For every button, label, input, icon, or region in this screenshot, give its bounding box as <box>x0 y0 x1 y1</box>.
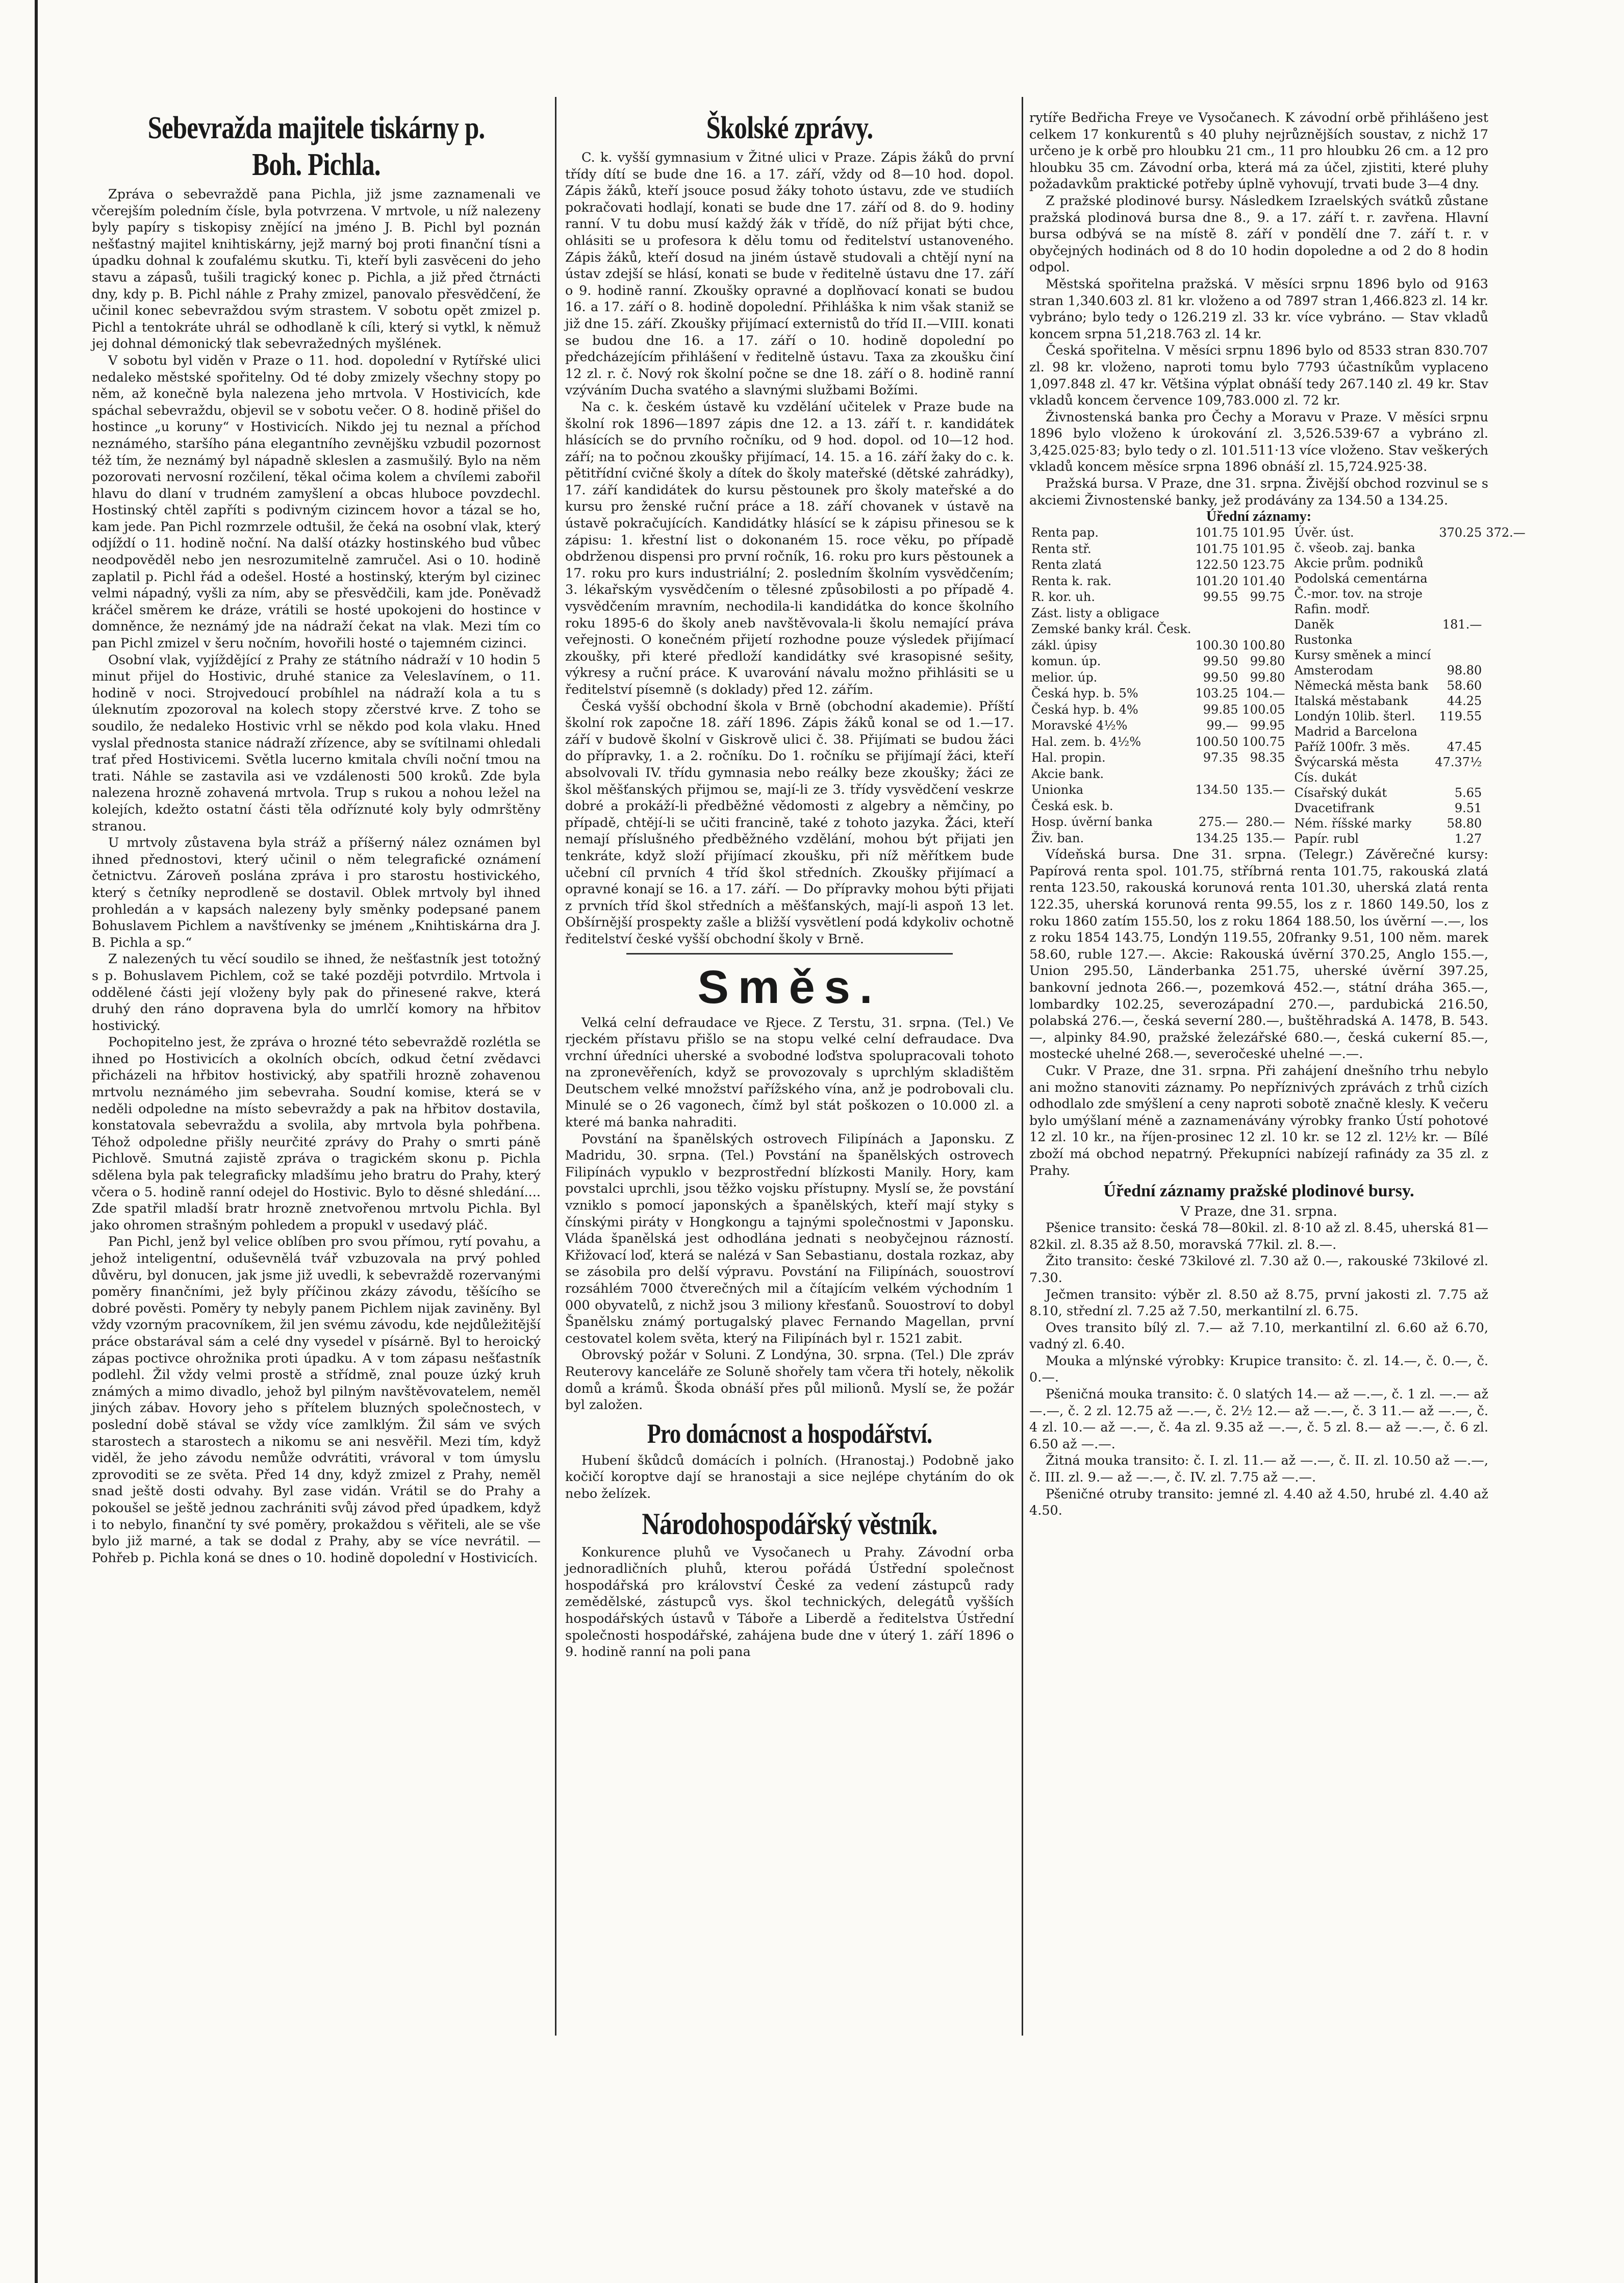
quote-value <box>1484 785 1527 800</box>
article-paragraph: Mouka a mlýnské výrobky: Krupice transito: č. zl. 14.—, č. 0.—, č. 0.—. <box>1029 1353 1488 1386</box>
quote-value: 101.95 <box>1242 541 1285 556</box>
quote-value: 99.80 <box>1250 654 1285 669</box>
quote-row <box>1029 798 1287 815</box>
quote-row <box>1029 750 1287 766</box>
quote-row <box>1292 755 1527 770</box>
quote-row <box>1292 632 1527 647</box>
quote-value <box>1484 601 1527 617</box>
quote-label: Česká esk. b. <box>1031 798 1113 813</box>
quote-value <box>1484 632 1527 647</box>
quote-value <box>1240 798 1287 815</box>
quote-value <box>1484 617 1527 632</box>
article-paragraph: Česká vyšší obchodní škola v Brně (obchodní akademie). Příští školní rok započne 18. září 1896. Zápis žáků konal se od 1.—17. září v budově školní v Giskrově ulici č. 38. Přijímati se budou žáci do přípravky, 1. a 2. ročníku. Do 1. ročníku se přijímají žáci, kteří absolvovali IV. třídu gymnasia nebo reálky beze zkoušky; žáci ze škol měšťanských přijmou se, mají-li ze 3. třídy vysvědčení veskrze dobré a prokáží-li předběžné vědomosti z algebry a němčiny, po případě, chtějí-li se učiti francině, také z tohoto jazyka. Žáci, kteří nemají příslušného předběžného vzdělání, mohou být přijati jen tenkráte, když složí přijímací zkoušku, při níž měřítkem bude učební cíl prvních 4 tříd škol středních. Zkoušky přijímací a opravné konají se 16. a 17. září. — Do přípravky mohou býti přijati z prvních tříd škol středních a měšťanských, mají-li aspoň 13 let. Obšírnější prospekty zašle a bližší vysvětlení podá kdykoliv ochotně ředitelství české vyšší obchodní školy v Brně. <box>565 698 1014 947</box>
quote-value <box>1484 663 1527 678</box>
quote-value: 135.— <box>1246 831 1285 845</box>
article-paragraph: Velká celní defraudace ve Rjece. Z Terstu, 31. srpna. (Tel.) Ve rjeckém přístavu přišlo se na stopu velké celní defraudace. Dva vrchní úředníci uherské a svobodné loďstva spolupracovali tohoto na zpronevěřeních, když se provozovaly s uprchlým skladištěm Deutschem velké množství pařížského vína, anž je podrobovali clu. Minulé se o 26 vagonech, čímž byl stát poškozen o 10.000 zl. a které má banka nahraditi. <box>565 1015 1014 1131</box>
quote-label: Italská městabank <box>1294 694 1408 709</box>
article-paragraph: Oves transito bílý zl. 7.— až 7.10, merkantilní zl. 6.60 až 6.70, vadný zl. 6.40. <box>1029 1320 1488 1352</box>
article-paragraph: Pšeničné otruby transito: jemné zl. 4.40 až 4.50, hrubé zl. 4.40 až 4.50. <box>1029 1486 1488 1519</box>
quote-label: Amsterodam <box>1294 663 1374 678</box>
quote-value: 104.— <box>1246 686 1285 701</box>
quote-label: Dvacetifrank <box>1294 801 1375 816</box>
article-paragraph: Ječmen transito: výběr zl. 8.50 až 8.75, první jakosti zl. 7.75 až 8.10, střední zl. 7.25 až 7.50, merkantilní zl. 6.75. <box>1029 1287 1488 1319</box>
article-paragraph: Žitná mouka transito: č. I. zl. 11.— až —.—, č. II. zl. 10.50 až —.—, č. III. zl. 9.— až —.—, č. IV. zl. 7.75 až —.—. <box>1029 1453 1488 1486</box>
quote-row <box>1029 814 1287 831</box>
quote-label: Moravské 4½% <box>1031 718 1128 733</box>
article-paragraph: Pšenice transito: česká 78—80kil. zl. 8·10 až zl. 8.45, uherská 81—82kil. zl. 8.35 až 8.50, moravská 77kil. zl. 8.—. <box>1029 1220 1488 1252</box>
article-paragraph: Povstání na španělských ostrovech Filipínách a Japonsku. Z Madridu, 30. srpna. (Tel.) Povstání na španělských ostrovech Filipínách vypuklo v bezprostřední blízkosti Manily. Hory, kam povstalci uprchli, jsou těžko vojsku přístupny. Myslí se, že povstání vzniklo s pomocí japonských a španělských, kteří mají styky s čínskými piráty v Hongkongu a tajnými společnostmi v Japonsku. Vláda španělská jest odhodlána jednati s neobyčejnou rázností. Křižovací loď, která se nalézá v San Sebastianu, dostala rozkaz, aby se zásobila pro delší výpravu. Povstání na Filipínách, souostroví rozsáhlém 7000 čtverečných mil a čítajícím velkém východním 1 000 obyvatelů, z nichž jsou 3 miliony křesťanů. Souostroví to dobyl Španělsku známý portugalský plavec Fernando Magellan, první cestovatel kolem světa, který na Filipínách byl r. 1521 zabit. <box>565 1131 1014 1346</box>
quote-label: Německá města bank <box>1294 679 1429 693</box>
article-paragraph: Z pražské plodinové bursy. Následkem Izraelských svátků zůstane pražská plodinová bursa dne 8., 9. a 17. září t. r. zavřena. Hlavní bursa odbývá se na místě 8. září v pondělí dne 7. září t. r. v obyčejných hodinách od 8 do 10 hodin dopoledne a od 2 do 8 hodin odpol. <box>1029 193 1488 275</box>
quote-value: 100.30 <box>1195 638 1238 653</box>
quote-value <box>1484 770 1527 785</box>
quote-value: 101.20 <box>1195 573 1238 588</box>
quote-row <box>1292 709 1527 724</box>
quote-value: 280.— <box>1246 815 1285 830</box>
quotes-table-left <box>1029 525 1287 846</box>
section-headline: Směs. <box>697 961 882 1013</box>
quote-value: 275.— <box>1199 815 1238 830</box>
quote-row <box>1029 654 1287 670</box>
quote-value <box>1484 831 1527 846</box>
quote-value: 99.55 <box>1203 590 1238 605</box>
quote-value <box>1433 586 1484 601</box>
quote-row <box>1029 557 1287 573</box>
quote-label: Úvěr. úst. <box>1294 525 1354 540</box>
quote-row <box>1029 686 1287 702</box>
article-paragraph: Městská spořitelna pražská. V měsíci srpnu 1896 bylo od 9163 stran 1,340.603 zl. 81 kr. vloženo a od 7897 stran 1,466.823 zl. 14 kr. vybráno; bylo tedy o 126.219 zl. 33 kr. více vybráno. — Stav vkladů koncem srpna 51,218.763 zl. 14 kr. <box>1029 276 1488 342</box>
quote-row <box>1029 670 1287 686</box>
quote-value <box>1484 647 1527 663</box>
quote-value: 123.75 <box>1242 558 1285 572</box>
quote-row <box>1292 770 1527 785</box>
article-paragraph: C. k. vyšší gymnasium v Žitné ulici v Praze. Zápis žáků do první třídy dítí se bude dne 16. a 17. září, vždy od 8—10 hod. dopol. Zápis žáků, kteří jsouce posud žáky tohoto ústavu, zde ve studiích pokračovati hodlají, konati se bude dne 17. září od 8. do 9. hodiny ranní. V tu dobu musí každý žák v třídě, do níž přijat býti chce, ohlásiti se u profesora k dělu tomu od ředitelství ustanoveného. Zápis žáků, kteří dosud na jiném ústavě studovali a chtějí nyní na ústav zdejší se hlásí, konati se bude v ředitelně ústavu dne 17. září o 9. hodině ranní. Zkoušky opravné a doplňovací konati se budou 16. a 17. září o 8. hodině dopolední. Přihláška k nim však staniž se již dne 15. září. Zkoušky přijímací externistů do tříd II.—VIII. konati se budou dne 16. a 17. září o 10. hodině dopolední po předcházejícím přihlášení v ředitelně ústavu. Taxa za zkoušku činí 12 zl. r. č. Nový rok školní počne se dne 18. září o 8. hodině ranní vzýváním Ducha svatého a slavnými službami Božími. <box>565 150 1014 398</box>
quote-value <box>1484 816 1527 831</box>
quote-value: 47.45 <box>1447 740 1482 755</box>
quote-value: 99.— <box>1206 718 1238 733</box>
quote-row <box>1292 525 1527 540</box>
quote-value <box>1433 724 1484 739</box>
quote-row <box>1292 785 1527 800</box>
page-binding-edge <box>35 0 38 2283</box>
quote-value <box>1433 601 1484 617</box>
quote-value: 135.— <box>1246 783 1285 797</box>
quote-row <box>1292 586 1527 601</box>
quote-value <box>1194 621 1240 638</box>
quote-label: Císařský dukát <box>1294 786 1387 800</box>
quote-value: 99.50 <box>1203 654 1238 669</box>
quote-value: 370.25 <box>1439 525 1482 540</box>
quote-label: Daněk <box>1294 617 1334 632</box>
quote-value: 99.50 <box>1203 670 1238 685</box>
quote-value: 100.75 <box>1242 734 1285 749</box>
quote-row <box>1029 702 1287 718</box>
article-paragraph: Na c. k. českém ústavě ku vzdělání učitelek v Praze bude na školní rok 1896—1897 zápis dne 12. a 13. září t. r. kandidátek hlásících se do prvního ročníku, od 9 hod. dopol. od 10—12 hod. září; na to počnou zkoušky přijímací, 14. 15. a 16. září žaky do c. k. pětitřídní cvičné školy a dítek do školy mateřské (dětské zahrádky), 17. září kandidátek do kursu pěstounek pro školy mateřské a do kursu pro ženské ruční práce a 18. září chovanek v ústavě na ústavě pokračujících. Kandidátky hlásící se k zápisu přinesou se k zápisu: 1. křestní list o dokonaném 15. roce věku, po případě obdrženou dispensi pro první ročník, 16. roku pro kurs pěstounek a 17. roku pro kurs industriální; 2. posledním školním vysvědčením; 3. lékařským vysvědčením o tělesné způsobilosti a po případě 4. vysvědčením mravním, nechodila-li kandidátka do konce školního roku 1895-6 do školy aneb navštěvovala-li školu nemající práva veřejnosti. O konečném přijetí rozhodne pouze výsledek přijímací zkoušky, při které předloží kandidátky své krasopisné sešity, výkresy a ruční práce. K uvarování návalu možno přihlásiti se u ředitelství písemně (s doklady) před 12. zářím. <box>565 399 1014 697</box>
article-paragraph: Pan Pichl, jenž byl velice oblíben pro svou přímou, rytí povahu, a jehož inteligentní, oduševnělá tvář vzbuzovala na prvý pohled důvěru, byl donucen, jak jsme již uvedli, k sebevraždě rozervanými poměry finančními, jež byly příčinou zkázy závodu, těšícího se dobré pověsti. Poměry ty nebyly panem Pichlem nijak zaviněny. Byl vždy vzorným pracovníkem, žil jen svému závodu, kde nejdůležitější práce obstarával sám a celé dny vysedel v písárně. Byl to heroický zápas poctivce ohrožnika proti úpadku. A v tom zápasu nešťastník podlehl. Žil vždy velmi prostě a střídmě, znal pouze úzký kruh známých a mimo divadlo, jehož byl pilným navštěvovatelem, neměl jiných zábav. Hovory jeho s přítelem bluzných společnostech, v poslední době stával se vždy více zamlklým. Žil sám ve svých starostech a starostech a nikomu se ani nesvěřil. Mezi tím, když viděl, že jeho závodu nemůže odvrátiti, vrávoral v tom úmyslu zprovoditi se ze světa. Před 14 dny, když zmizel z Prahy, neměl snad ještě dosti odvahy. Byl zase vidán. Vrátil se do Prahy a pokoušel se ještě jednou zachrániti svůj závod před úpadkem, když i to nebylo, finanční ty své poměry, prokaždou s věřiteli, ale se vše bylo již marné, a tak se dodal z Prahy, aby se více nevrátil. — Pohřeb p. Pichla koná se dnes o 10. hodině dopolední v Hostivicích. <box>92 1234 541 1566</box>
quote-row <box>1292 617 1527 632</box>
quote-value: 134.25 <box>1195 831 1238 845</box>
quote-value <box>1240 766 1287 783</box>
quote-label: Renta k. rak. <box>1031 573 1112 588</box>
quote-label: Akcie bank. <box>1031 766 1104 781</box>
article-paragraph: Obrovský požár v Soluni. Z Londýna, 30. srpna. (Tel.) Dle zpráv Reuterovy kanceláře ze Soluně shořely tam včera tři hotely, několik domů a krámů. Škoda obnáší přes půl milionů. Myslí se, že požár byl založen. <box>565 1347 1014 1413</box>
quote-row <box>1029 782 1287 798</box>
article-paragraph: Konkurence pluhů ve Vysočanech u Prahy. Závodní orba jednoradličních pluhů, kterou pořádá Ústřední společnost hospodářská pro království České za vedení zástupců rady zemědělské, zástupců vys. škol technických, delegátů vyšších hospodářských ústavů v Táboře a Liberdě a ředitelstva Ústřední společnosti hospodářské, zahájena bude dne v úterý 1. září 1896 o 9. hodině ranní na poli pana <box>565 1544 1014 1660</box>
quote-row <box>1292 816 1527 831</box>
section-headline: Pro domácnost a hospodářství. <box>647 1418 932 1449</box>
quote-label: Hal. propin. <box>1031 750 1106 765</box>
column-3 <box>1029 110 1526 2084</box>
quote-label: Rafin. modř. <box>1294 602 1371 617</box>
quote-value <box>1484 800 1527 816</box>
article-paragraph: Z nalezených tu věcí soudilo se ihned, že nešťastník jest totožný s p. Bohuslavem Pichlem, což se také později potvrdilo. Mrtvola i oddělené části její vloženy byly pak do přinesené rakve, která druhý den ráno dopravena byla do umrlčí komory na hřbitov hostivický. <box>92 951 541 1034</box>
quote-row <box>1029 589 1287 606</box>
quote-label: Č.-mor. tov. na stroje <box>1294 587 1423 601</box>
quote-label: zákl. úpisy <box>1031 638 1097 653</box>
quote-value: 101.75 <box>1195 541 1238 556</box>
quote-value: 98.35 <box>1250 750 1285 765</box>
article-paragraph: V sobotu byl viděn v Praze o 11. hod. dopolední v Rytířské ulici nedaleko městské spořitelny. Od té doby zmizely všechny stopy po něm, až konečně byla nalezena jeho mrtvola. V Hostivicích, kde spáchal sebevraždu, objevil se v sobotu večer. O 8. hodině přišel do hostince „u koruny“ v Hostivicích. Nikdo jej tu neznal a příchod neznámého, staršího pána elegantního zevnějšku vzbudil pozornost též tím, že neznámý byl nápadně skleslen a zasmušilý. Bylo na něm pozorovati nervosní rozčilení, těkal očima kolem a chvílemi zabořil hlavu do dlaní v trudném zamyšlení a obcas hluboce povzdechl. Hostinský chtěl zapříti s podivným cizincem hovor a tázal se ho, kam jede. Pan Pichl rozmrzele odtušil, že čeká na osobní vlak, který odjíždí o 11. hodině noční. Na další otázky hostinského bud vůbec neodpověděl nebo jen nesrozumitelně zamručel. Asi o 10. hodině zaplatil p. Pichl řád a odešel. Hosté a hostinský, kterým byl cizinec velmi nápadný, vyšli za ním, aby se přesvědčili, kam jde. Poněvadž kráčel směrem ke dráze, vrátili se hosté upokojeni do hostince v domněnce, že neznámý jde na nádraží čekat na vlak. Mezi tím co pan Pichl zmizel v šeru nočním, hovořili hosté o tajemném cizinci. <box>92 353 541 651</box>
quote-value <box>1484 571 1527 586</box>
quote-row <box>1292 800 1527 816</box>
quotes-tables <box>1029 525 1526 846</box>
quote-value <box>1240 621 1287 638</box>
quote-label: Renta zlatá <box>1031 558 1102 572</box>
quote-value: 100.05 <box>1242 702 1285 717</box>
quote-value: 122.50 <box>1195 558 1238 572</box>
quote-value: 99.80 <box>1250 670 1285 685</box>
quote-row <box>1029 606 1287 622</box>
quote-row <box>1292 831 1527 846</box>
article-paragraph: Živnostenská banka pro Čechy a Moravu v Praze. V měsíci srpnu 1896 bylo vloženo k úrokování zl. 3,526.539·67 a vybráno zl. 3,425.025·83; bylo tedy o zl. 101.511·13 více vloženo. Stav veškerých vkladů koncem měsíce srpna 1896 obnáší zl. 15,724.925·38. <box>1029 409 1488 475</box>
quote-value <box>1484 739 1527 755</box>
section-headline: Národohospodářský věstník. <box>642 1507 937 1541</box>
article-paragraph: Cukr. V Praze, dne 31. srpna. Při zahájení dnešního trhu nebylo ani možno stanoviti záznamy. Po nepříznivých zprávách z trhů cizích odhodlalo zde smýšlení a ceny naproti sobotě značně klesly. K večeru bylo umýšlaní méně a zaznamenávány výrobky franko Ústí pohotové 12 zl. 10 kr., na říjen-prosinec 12 zl. 10 kr. se 12 zl. 12½ kr. — Bílé zboží má obchod nepatrný. Překupníci nabízejí rafinády za 35 zl. z Prahy. <box>1029 1063 1488 1178</box>
quote-value <box>1484 709 1527 724</box>
quote-label: Paříž 100fr. 3 měs. <box>1294 740 1410 755</box>
quote-row <box>1292 678 1527 693</box>
quote-value <box>1484 724 1527 739</box>
quote-label: Podolská cementárna <box>1294 571 1428 586</box>
quote-row <box>1292 647 1527 663</box>
quote-value: 9.51 <box>1454 801 1482 816</box>
quote-value: 372.— <box>1486 525 1526 540</box>
quote-row <box>1029 734 1287 750</box>
quotes-title: Úřední záznamy: <box>1206 509 1312 525</box>
quote-label: Papír. rubl <box>1294 832 1359 846</box>
quote-value: 100.80 <box>1242 638 1285 653</box>
section-divider <box>626 953 953 955</box>
quote-value <box>1433 556 1484 571</box>
quote-value <box>1484 693 1527 709</box>
quote-label: Hosp. úvěrní banka <box>1031 815 1153 830</box>
quote-value: 100.50 <box>1195 734 1238 749</box>
article-paragraph: Pšeničná mouka transito: č. 0 slatých 14.— až —.—, č. 1 zl. —.— až —.—, č. 2 zl. 12.75 až —.—, č. 2½ 12.— až —.—, č. 3 11.— až —.—, č. 4 zl. 10.— až —.—, č. 4a zl. 9.35 až —.—, č. 5 zl. 8.— až —.—, č. 6 zl. 6.50 až —.—. <box>1029 1387 1488 1452</box>
article-paragraph: Zpráva o sebevraždě pana Pichla, již jsme zaznamenali ve včerejším poledním čísle, byla potvrzena. V mrtvole, u níž nalezeny byly papíry s tiskopisy znějící na jméno J. B. Pichl byl poznán nešťastný majitel knihtiskárny, jejž marný boj proti finanční tísni a úpadku dohnal k zoufalému skutku. Ti, kteří byli zasvěceni do jeho stavu a zápasů, tušili tragický konec p. Pichla, a již před čtrnácti dny, kdy p. B. Pichl náhle z Prahy zmizel, panovalo přesvědčení, že učinil konec sebevraždou svým strastem. V sobotu opět zmizel p. Pichl a tentokráte uhrál se odhodlaně k cíli, který si vytkl, k němuž jej dohnal démonický tlak sebevražedných myšlének. <box>92 187 541 352</box>
article-paragraph: Osobní vlak, vyjíždějící z Prahy ze státního nádraží v 10 hodin 5 minut přijel do Hostivic, druhé stanice za Veleslavínem, o 11. hodině v noci. Strojvedoucí probíhlel na nádraží kola a tu s úleknutím zpozoroval na kolech stopy zčerstvé krve. Z toho se soudilo, že nedaleko Hostivic vrhl se někdo pod kola vlaku. Hned vyslal přednosta stanice nádraží zřízence, aby se svítilnami ohledali trať před Hostivicemi. Světla lucerno kmitala chvíli noční tmou na trati. Náhle se zastavila asi ve vzdálenosti 500 kroků. Zde byla nalezena hrozně zohavená mrtvola. Trup s rukou a nohou ležel na kolejích, kdežto ostatní části těla odříznuté koly byly odmrštěny stranou. <box>92 652 541 834</box>
quote-value: 101.75 <box>1195 525 1238 540</box>
quote-row <box>1029 638 1287 654</box>
quote-label: Zemské banky král. Česk. <box>1031 622 1191 637</box>
quote-value <box>1433 540 1484 556</box>
quote-label: Zást. listy a obligace <box>1031 606 1160 620</box>
quote-row <box>1029 573 1287 590</box>
quote-label: č. všeob. zaj. banka <box>1294 541 1415 556</box>
article-headline: Sebevražda majitele tiskárny p. Boh. Pichla. <box>147 111 485 182</box>
quote-value: 134.50 <box>1195 783 1238 797</box>
quote-label: Švýcarská města <box>1294 755 1399 770</box>
quote-value <box>1484 586 1527 601</box>
quote-value <box>1240 606 1287 622</box>
quote-label: komun. úp. <box>1031 654 1101 669</box>
quote-value <box>1484 556 1527 571</box>
column-1 <box>92 110 541 2084</box>
quote-label: Kursy směnek a mincí <box>1294 648 1431 663</box>
article-paragraph: Vídeňská bursa. Dne 31. srpna. (Telegr.) Závěrečné kursy: Papírová renta spol. 101.75, stříbrná renta 101.75, rakouská zlatá renta 123.50, rakouská korunová renta 101.30, uherská zlatá renta 122.35, uherská korunová renta 99.55, los z r. 1860 149.50, los z roku 1860 zatím 155.50, los z roku 1864 188.50, los úvěrní —.—, los z roku 1854 143.75, Londýn 119.55, 20franky 9.51, 100 něm. marek 58.60, ruble 127.—. Akcie: Rakouská úvěrní 370.25, Anglo 155.—, Union 295.50, Länderbanka 251.75, uherské úvěrní 397.25, bankovní jednota 266.—, pozemková 452.—, státní dráha 365.—, lombardky 102.25, severozápadní 270.—, pardubická 216.50, polabská 276.—, česká severní 280.—, buštěhradská A. 1478, B. 543.—, alpinky 84.90, pražské železářské 680.—, česká cukerní 85.—, mostecké uhelné 268.—, severočeské uhelné —.—. <box>1029 847 1488 1062</box>
column-rule <box>555 97 556 2036</box>
article-paragraph: Hubení škůdců domácích i polních. (Hranostaj.) Podobně jako kočičí koroptve dají se hranostaji a sice nejlépe chytáním do ok nebo želízek. <box>565 1452 1014 1501</box>
column-rule <box>1022 97 1023 2036</box>
quote-row <box>1292 556 1527 571</box>
quote-label: Akcie prům. podniků <box>1294 556 1424 571</box>
quote-value <box>1484 755 1527 770</box>
article-paragraph: Žito transito: české 73kilové zl. 7.30 až 0.—, rakouské 73kilové zl. 7.30. <box>1029 1253 1488 1286</box>
quote-label: melior. úp. <box>1031 670 1098 685</box>
quote-label: Hal. zem. b. 4½% <box>1031 734 1141 749</box>
article-paragraph: Pochopitelno jest, že zpráva o hrozné této sebevraždě rozlétla se ihned po Hostivicích a okolních obcích, odkud četní zvědavci přicházeli na hřbitov hostivický, aby spatřili hrozně zohavenou mrtvolu neznámého jim sebevraha. Soudní komise, která se v neděli odpoledne na místo sebevraždy a pak na hřbitov dostavila, konstatovala sebevraždu a svolila, aby mrtvola byla pohřbena. Téhož odpoledne přišly neurčité zprávy do Prahy o smrti páně Pichlově. Smutná zajistě zpráva o tragickém skonu p. Pichla sdělena byla pak telegraficky mladšímu jeho bratru do Prahy, který včera o 5. hodině ranní odejel do Hostivic. Bylo to děsné shledání.... Zde spatřil mladší bratr hrozně znetvořenou mrtvolu Pichla. Byl jako ohromen strašným pohledem a propukl v usedavý pláč. <box>92 1035 541 1233</box>
quote-row <box>1029 766 1287 783</box>
quote-row <box>1292 540 1527 556</box>
quote-value: 99.85 <box>1203 702 1238 717</box>
section-subheadline: Úřední záznamy pražské plodinové bursy. <box>1103 1182 1414 1201</box>
quote-value: 103.25 <box>1195 686 1238 701</box>
quote-value: 181.— <box>1442 617 1482 632</box>
quote-row <box>1029 621 1287 638</box>
quote-row <box>1292 739 1527 755</box>
quote-value: 5.65 <box>1454 786 1482 800</box>
article-paragraph: Pražská bursa. V Praze, dne 31. srpna. Živější obchod rozvinul se s akciemi Živnostenské banky, jež prodávány za 134.50 a 134.25. <box>1029 476 1488 508</box>
article-paragraph: U mrtvoly zůstavena byla stráž a příšerný nález oznámen byl ihned přednostovi, který učinil o něm telegrafické oznámení četnictvu. Zároveň poslána zpráva i pro starostu hostivického, který s četníky neprodleně se dostavil. Oblek mrtvoly byl ihned prohledán a v kapsách nalezeny byly směnky podepsané panem Bohuslavem Pichlem a navštívenky se jménem „Knihtiskárna dra J. B. Pichla a sp.“ <box>92 835 541 950</box>
quote-value: 99.75 <box>1250 590 1285 605</box>
quote-row <box>1292 663 1527 678</box>
quote-value <box>1433 770 1484 785</box>
article-paragraph: rytíře Bedřicha Freye ve Vysočanech. K závodní orbě přihlášeno jest celkem 17 konkurentů s 40 pluhy nejrůznějších soustav, z nichž 17 určeno je k orbě pro hloubku 21 cm., 11 pro hloubku 26 cm. a 12 pro hloubku 35 cm. Závodní orba, která má za účel, zjistiti, které pluhy požadavkům praktické potřeby úplně vyhovují, trvati bude 3—4 dny. <box>1029 110 1488 192</box>
quote-label: Ném. říšské marky <box>1294 816 1412 831</box>
quote-value: 58.80 <box>1447 816 1482 831</box>
quote-label: Česká hyp. b. 4% <box>1031 702 1138 717</box>
quote-label: R. kor. uh. <box>1031 590 1095 605</box>
dateline: V Praze, dne 31. srpna. <box>1180 1204 1337 1220</box>
quote-label: Madrid a Barcelona <box>1294 724 1417 739</box>
quote-value <box>1194 766 1240 783</box>
quote-value: 101.40 <box>1242 573 1285 588</box>
quote-label: Živ. ban. <box>1031 831 1084 845</box>
quote-value <box>1484 678 1527 693</box>
quote-value <box>1433 647 1484 663</box>
article-paragraph: Česká spořitelna. V měsíci srpnu 1896 bylo od 8533 stran 830.707 zl. 98 kr. vloženo, naproti tomu bylo 7793 účastníkům vyplaceno 1,097.848 zl. 47 kr. Většina výplat obnáší tedy 267.140 zl. 49 kr. Stav vkladů koncem července 109,783.000 zl. 72 kr. <box>1029 343 1488 409</box>
quote-value: 119.55 <box>1439 709 1482 724</box>
section-headline: Školské zprávy. <box>706 111 873 145</box>
quote-row <box>1029 831 1287 847</box>
quote-label: Renta stř. <box>1031 541 1092 556</box>
column-2 <box>565 110 1014 2084</box>
quote-label: Unionka <box>1031 783 1084 797</box>
quote-value: 99.95 <box>1250 718 1285 733</box>
quote-row <box>1029 718 1287 734</box>
quote-label: Česká hyp. b. 5% <box>1031 686 1138 701</box>
quote-value: 47.37½ <box>1435 755 1482 770</box>
quotes-table-right <box>1292 525 1527 846</box>
quote-row <box>1292 571 1527 586</box>
quote-row <box>1292 693 1527 709</box>
quote-value <box>1433 571 1484 586</box>
quote-value: 98.80 <box>1447 663 1482 678</box>
quote-value: 101.95 <box>1242 525 1285 540</box>
quote-value <box>1194 606 1240 622</box>
quote-label: Rustonka <box>1294 633 1353 647</box>
quote-row <box>1292 724 1527 739</box>
quote-value <box>1194 798 1240 815</box>
quote-row <box>1029 525 1287 541</box>
quote-row <box>1029 541 1287 558</box>
quote-value: 58.60 <box>1447 679 1482 693</box>
quote-value <box>1433 632 1484 647</box>
quote-label: Londýn 10lib. šterl. <box>1294 709 1415 724</box>
quote-label: Cís. dukát <box>1294 770 1357 785</box>
quote-value: 97.35 <box>1203 750 1238 765</box>
quote-value: 1.27 <box>1454 832 1482 846</box>
quote-row <box>1292 601 1527 617</box>
quote-value: 44.25 <box>1447 694 1482 709</box>
quote-label: Renta pap. <box>1031 525 1099 540</box>
quote-value <box>1484 540 1527 556</box>
